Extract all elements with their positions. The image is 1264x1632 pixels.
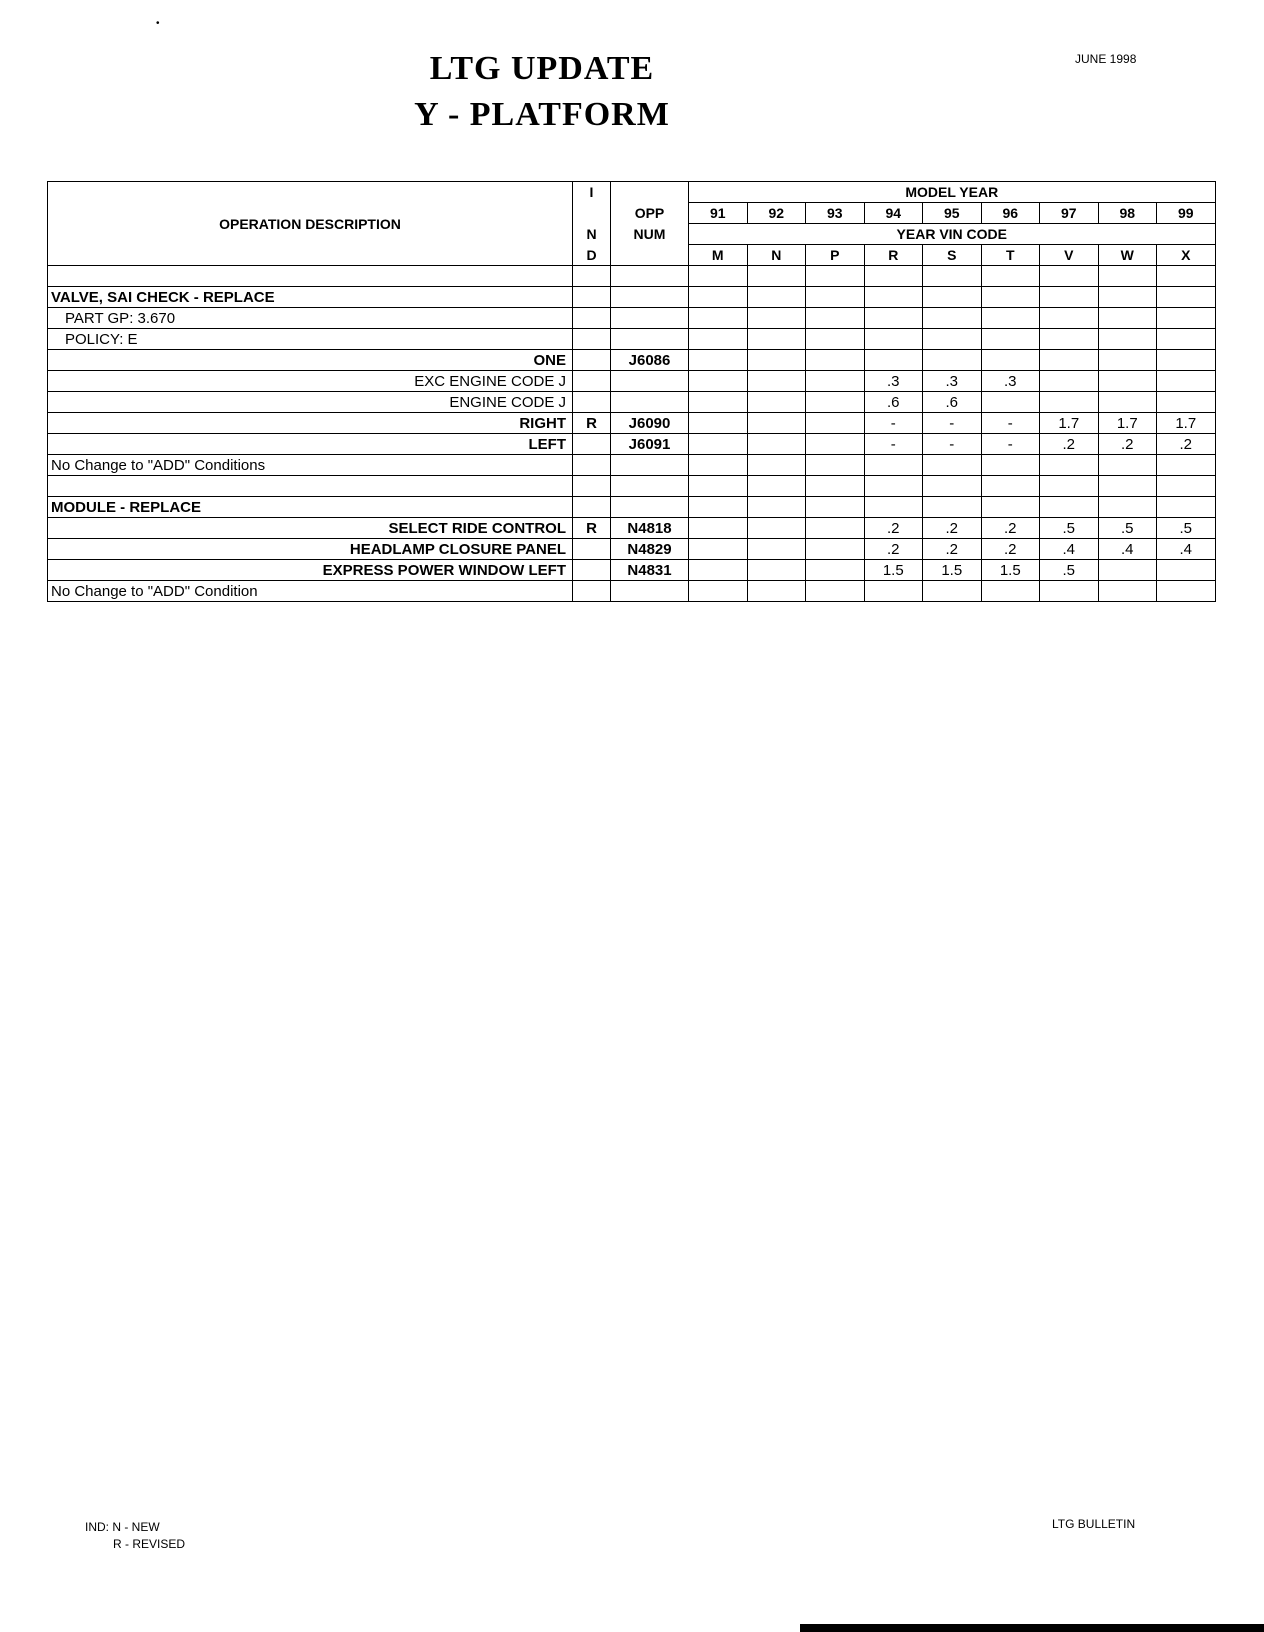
labor-time-cell <box>689 518 748 539</box>
vin-code-cell: P <box>806 245 865 266</box>
opp-num-cell <box>611 581 689 602</box>
labor-time-cell <box>747 455 806 476</box>
labor-time-cell <box>747 371 806 392</box>
labor-time-cell <box>923 476 982 497</box>
labor-time-cell <box>806 455 865 476</box>
labor-time-cell <box>747 287 806 308</box>
table-row <box>48 266 1216 287</box>
table-row <box>48 350 1216 371</box>
footer-ind-revised: R - REVISED <box>113 1537 186 1551</box>
ind-cell <box>573 287 611 308</box>
labor-time-cell <box>923 350 982 371</box>
labor-time-cell <box>1098 287 1157 308</box>
labor-time-cell <box>981 308 1040 329</box>
labor-time-cell <box>981 392 1040 413</box>
labor-time-cell <box>981 350 1040 371</box>
labor-time-cell <box>806 434 865 455</box>
labor-time-cell <box>806 476 865 497</box>
labor-time-cell <box>1040 581 1099 602</box>
opp-num-cell: N4829 <box>611 539 689 560</box>
opp-header-num: NUM <box>611 224 689 245</box>
labor-time-cell: 1.5 <box>981 560 1040 581</box>
labor-time-cell <box>747 392 806 413</box>
labor-time-cell <box>689 350 748 371</box>
operation-section <box>48 476 1216 602</box>
labor-time-cell <box>981 497 1040 518</box>
labor-time-cell <box>864 455 923 476</box>
opp-num-cell <box>611 455 689 476</box>
operation-description-cell <box>48 266 573 287</box>
labor-time-cell <box>864 329 923 350</box>
labor-time-cell <box>689 308 748 329</box>
labor-time-cell <box>864 497 923 518</box>
labor-time-cell: - <box>864 413 923 434</box>
labor-time-cell <box>981 287 1040 308</box>
ind-cell <box>573 371 611 392</box>
operation-description-cell: No Change to "ADD" Conditions <box>48 455 573 476</box>
labor-time-cell <box>747 266 806 287</box>
labor-time-cell: .5 <box>1040 560 1099 581</box>
labor-time-cell: .5 <box>1157 518 1216 539</box>
operation-description-cell: No Change to "ADD" Condition <box>48 581 573 602</box>
opp-header-opp: OPP <box>611 203 689 224</box>
vin-code-cell: N <box>747 245 806 266</box>
opp-num-cell: J6090 <box>611 413 689 434</box>
labor-time-cell <box>1098 329 1157 350</box>
labor-time-cell: .2 <box>1157 434 1216 455</box>
labor-time-cell <box>923 266 982 287</box>
labor-time-cell: .3 <box>923 371 982 392</box>
table-row <box>48 434 1216 455</box>
table-row <box>48 497 1216 518</box>
labor-time-cell <box>1040 392 1099 413</box>
opp-num-cell: J6086 <box>611 350 689 371</box>
year-header-cell: 98 <box>1098 203 1157 224</box>
labor-time-cell <box>1157 560 1216 581</box>
labor-time-cell <box>864 476 923 497</box>
table-row <box>48 476 1216 497</box>
labor-time-cell <box>747 329 806 350</box>
operation-description-cell: POLICY: E <box>48 329 573 350</box>
labor-time-cell <box>923 329 982 350</box>
labor-time-cell: - <box>981 413 1040 434</box>
table-row <box>48 287 1216 308</box>
labor-time-cell <box>747 518 806 539</box>
table-row <box>48 539 1216 560</box>
opp-num-cell <box>611 329 689 350</box>
operation-description-cell: HEADLAMP CLOSURE PANEL <box>48 539 573 560</box>
labor-time-cell: 1.5 <box>864 560 923 581</box>
opp-num-cell: J6091 <box>611 434 689 455</box>
labor-time-cell: .4 <box>1040 539 1099 560</box>
footer-ind-new: IND: N - NEW <box>85 1520 160 1534</box>
labor-time-cell: .3 <box>864 371 923 392</box>
operation-description-cell: ENGINE CODE J <box>48 392 573 413</box>
labor-time-cell <box>689 497 748 518</box>
table-row <box>48 455 1216 476</box>
labor-time-cell <box>806 581 865 602</box>
labor-time-cell: - <box>981 434 1040 455</box>
labor-time-cell <box>981 476 1040 497</box>
labor-time-cell <box>1040 266 1099 287</box>
labor-time-cell <box>1157 308 1216 329</box>
labor-time-cell <box>747 308 806 329</box>
labor-time-cell <box>981 455 1040 476</box>
operation-section <box>48 266 1216 476</box>
labor-time-cell <box>1157 455 1216 476</box>
ind-cell: R <box>573 413 611 434</box>
opp-header-bottom <box>611 245 689 266</box>
labor-time-cell: .6 <box>864 392 923 413</box>
year-header-cell: 95 <box>923 203 982 224</box>
labor-time-cell <box>1157 497 1216 518</box>
ind-cell <box>573 539 611 560</box>
table-row <box>48 392 1216 413</box>
labor-time-cell <box>747 539 806 560</box>
labor-time-cell <box>689 455 748 476</box>
labor-time-cell <box>981 581 1040 602</box>
year-header-cell: 96 <box>981 203 1040 224</box>
table-header <box>48 182 1216 266</box>
labor-time-cell <box>981 266 1040 287</box>
table-row <box>48 581 1216 602</box>
labor-time-cell: - <box>923 413 982 434</box>
labor-time-cell <box>806 413 865 434</box>
labor-time-cell <box>1040 287 1099 308</box>
document-subtitle: Y - PLATFORM <box>414 96 670 133</box>
vin-code-cell: S <box>923 245 982 266</box>
opp-num-cell <box>611 497 689 518</box>
labor-time-cell <box>981 329 1040 350</box>
vin-code-cell: R <box>864 245 923 266</box>
labor-time-cell <box>923 581 982 602</box>
labor-time-cell <box>1157 392 1216 413</box>
labor-time-cell <box>1157 287 1216 308</box>
labor-time-cell <box>1040 329 1099 350</box>
table-row <box>48 518 1216 539</box>
labor-time-cell <box>1040 350 1099 371</box>
table-row <box>48 329 1216 350</box>
scan-edge-bar <box>800 1624 1264 1632</box>
year-header-cell: 97 <box>1040 203 1099 224</box>
labor-time-cell <box>689 266 748 287</box>
labor-time-cell: 1.7 <box>1157 413 1216 434</box>
labor-time-cell <box>1098 476 1157 497</box>
labor-time-cell <box>1157 350 1216 371</box>
labor-time-cell <box>1157 476 1216 497</box>
labor-time-cell <box>1157 329 1216 350</box>
labor-time-cell <box>1040 476 1099 497</box>
labor-time-cell <box>1098 350 1157 371</box>
labor-time-cell <box>747 476 806 497</box>
labor-time-cell <box>923 497 982 518</box>
table-row <box>48 308 1216 329</box>
footer-bulletin: LTG BULLETIN <box>1052 1517 1136 1531</box>
year-header-cell: 91 <box>689 203 748 224</box>
labor-time-cell <box>1098 308 1157 329</box>
ind-header-n: N <box>573 224 611 245</box>
labor-time-cell: 1.5 <box>923 560 982 581</box>
labor-time-cell <box>806 329 865 350</box>
ind-cell <box>573 476 611 497</box>
opp-num-cell: N4818 <box>611 518 689 539</box>
year-header-cell: 93 <box>806 203 865 224</box>
vin-code-header: YEAR VIN CODE <box>689 224 1216 245</box>
labor-time-cell: .6 <box>923 392 982 413</box>
labor-time-cell <box>806 350 865 371</box>
ind-header-i: I <box>573 182 611 203</box>
operation-description-cell: PART GP: 3.670 <box>48 308 573 329</box>
ind-header-d: D <box>573 245 611 266</box>
labor-time-cell <box>806 371 865 392</box>
table-row <box>48 371 1216 392</box>
opp-num-cell <box>611 392 689 413</box>
labor-time-cell <box>864 287 923 308</box>
labor-time-cell <box>806 539 865 560</box>
labor-time-cell <box>1157 266 1216 287</box>
labor-time-cell <box>689 371 748 392</box>
vin-code-cell: X <box>1157 245 1216 266</box>
operation-description-cell: ONE <box>48 350 573 371</box>
labor-time-cell <box>747 497 806 518</box>
year-header-cell: 94 <box>864 203 923 224</box>
labor-time-cell <box>689 539 748 560</box>
labor-time-cell <box>1098 392 1157 413</box>
document-title: LTG UPDATE <box>429 50 655 87</box>
table-row <box>48 560 1216 581</box>
model-year-header: MODEL YEAR <box>689 182 1216 203</box>
labor-time-cell <box>806 560 865 581</box>
labor-time-cell: - <box>923 434 982 455</box>
labor-time-cell: .2 <box>923 539 982 560</box>
operation-description-cell: RIGHT <box>48 413 573 434</box>
labor-time-cell <box>806 518 865 539</box>
labor-time-cell <box>689 413 748 434</box>
opp-num-cell: N4831 <box>611 560 689 581</box>
labor-time-cell <box>689 392 748 413</box>
operation-description-header: OPERATION DESCRIPTION <box>48 182 573 266</box>
opp-num-cell <box>611 371 689 392</box>
labor-time-cell: .4 <box>1098 539 1157 560</box>
labor-time-cell: .2 <box>923 518 982 539</box>
labor-time-cell <box>1098 581 1157 602</box>
year-header-cell: 92 <box>747 203 806 224</box>
labor-time-table <box>47 181 1216 602</box>
ind-cell <box>573 329 611 350</box>
labor-time-cell: - <box>864 434 923 455</box>
operation-description-cell: MODULE - REPLACE <box>48 497 573 518</box>
ind-cell: R <box>573 518 611 539</box>
opp-num-cell <box>611 266 689 287</box>
ind-cell <box>573 350 611 371</box>
labor-time-cell <box>747 350 806 371</box>
labor-time-cell <box>864 350 923 371</box>
labor-time-cell <box>1040 308 1099 329</box>
opp-header-1 <box>611 182 689 203</box>
year-header-cell: 99 <box>1157 203 1216 224</box>
vin-code-cell: W <box>1098 245 1157 266</box>
labor-time-cell <box>689 329 748 350</box>
labor-time-cell <box>1040 371 1099 392</box>
labor-time-cell <box>1040 455 1099 476</box>
vin-code-cell: V <box>1040 245 1099 266</box>
labor-time-cell <box>689 434 748 455</box>
labor-time-cell <box>864 266 923 287</box>
labor-time-cell <box>747 560 806 581</box>
labor-time-cell: .2 <box>981 539 1040 560</box>
labor-time-cell <box>747 413 806 434</box>
ind-cell <box>573 434 611 455</box>
stray-dot: • <box>156 18 160 29</box>
labor-time-cell <box>864 581 923 602</box>
labor-time-cell <box>806 392 865 413</box>
labor-time-cell <box>689 581 748 602</box>
labor-time-cell: .2 <box>864 539 923 560</box>
labor-time-cell <box>689 560 748 581</box>
labor-time-cell: 1.7 <box>1098 413 1157 434</box>
labor-time-cell <box>1098 497 1157 518</box>
labor-time-cell <box>747 581 806 602</box>
labor-time-cell <box>747 434 806 455</box>
ind-cell <box>573 497 611 518</box>
ind-cell <box>573 392 611 413</box>
labor-time-cell <box>806 308 865 329</box>
labor-time-cell <box>806 266 865 287</box>
labor-time-cell: .4 <box>1157 539 1216 560</box>
labor-time-cell <box>1098 560 1157 581</box>
operation-description-cell: VALVE, SAI CHECK - REPLACE <box>48 287 573 308</box>
table-row <box>48 413 1216 434</box>
labor-time-cell: .5 <box>1040 518 1099 539</box>
labor-time-cell <box>806 497 865 518</box>
opp-num-cell <box>611 287 689 308</box>
opp-num-cell <box>611 476 689 497</box>
labor-time-cell: 1.7 <box>1040 413 1099 434</box>
operation-description-cell <box>48 476 573 497</box>
labor-time-cell <box>689 287 748 308</box>
labor-time-cell <box>923 455 982 476</box>
opp-num-cell <box>611 308 689 329</box>
labor-time-cell <box>1098 371 1157 392</box>
document-date: JUNE 1998 <box>1075 52 1137 66</box>
labor-time-cell <box>806 287 865 308</box>
ind-cell <box>573 266 611 287</box>
operation-description-cell: EXPRESS POWER WINDOW LEFT <box>48 560 573 581</box>
ind-cell <box>573 581 611 602</box>
labor-time-cell <box>923 308 982 329</box>
labor-time-cell <box>1157 581 1216 602</box>
ind-cell <box>573 455 611 476</box>
ind-cell <box>573 560 611 581</box>
ind-cell <box>573 308 611 329</box>
vin-code-cell: M <box>689 245 748 266</box>
operation-description-cell: LEFT <box>48 434 573 455</box>
labor-time-cell <box>1098 266 1157 287</box>
labor-time-cell: .2 <box>864 518 923 539</box>
labor-time-cell: .2 <box>981 518 1040 539</box>
labor-time-cell <box>689 476 748 497</box>
labor-time-cell <box>1157 371 1216 392</box>
labor-time-cell <box>1098 455 1157 476</box>
operation-description-cell: EXC ENGINE CODE J <box>48 371 573 392</box>
ind-header-blank <box>573 203 611 224</box>
labor-time-cell <box>1040 497 1099 518</box>
labor-time-cell: .3 <box>981 371 1040 392</box>
labor-time-cell <box>923 287 982 308</box>
labor-time-cell <box>864 308 923 329</box>
labor-time-cell: .2 <box>1040 434 1099 455</box>
operation-description-cell: SELECT RIDE CONTROL <box>48 518 573 539</box>
labor-time-cell: .5 <box>1098 518 1157 539</box>
labor-time-cell: .2 <box>1098 434 1157 455</box>
vin-code-cell: T <box>981 245 1040 266</box>
